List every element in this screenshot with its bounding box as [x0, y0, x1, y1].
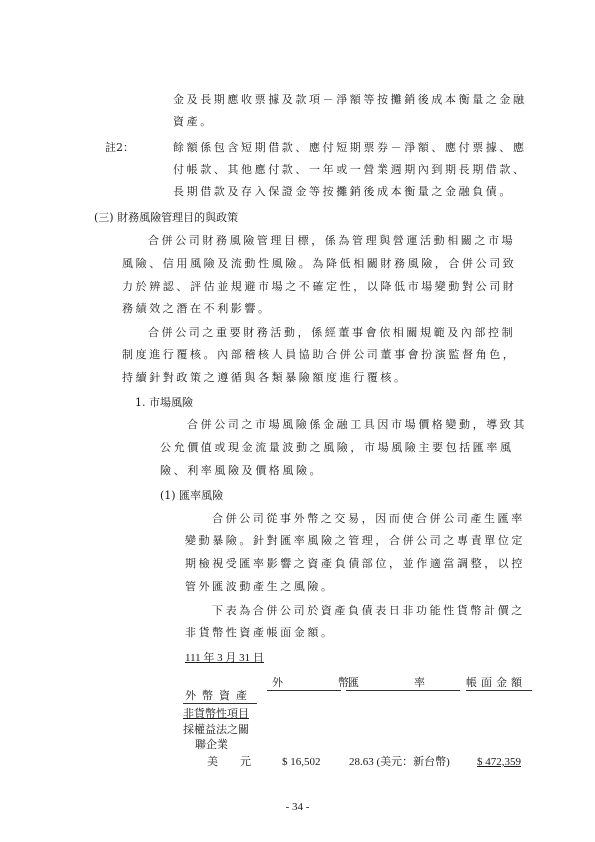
- paragraph-1-line-4: 務績效之潛在不利影響。: [122, 302, 272, 315]
- column-header-foreign-currency: 外 幣: [272, 676, 371, 689]
- paragraph-3-line-3: 險、利率風險及價格風險。: [160, 464, 324, 477]
- paragraph-5-line-1: 下表為合併公司於資產負債表日非功能性貨幣計價之: [212, 604, 525, 617]
- paragraph-2-line-3: 持續針對政策之遵循與各類暴險額度進行覆核。: [122, 371, 408, 384]
- item-equity-method-line-2: 聯企業: [195, 738, 228, 751]
- note2-line-2: 付帳款、其他應付款、一年或一營業週期內到期長期借款、: [173, 163, 527, 176]
- note1-continuation-line-2: 資產。: [173, 115, 214, 128]
- paragraph-5-line-2: 非貨幣性資產帳面金額。: [185, 626, 335, 639]
- column-header-book-value: 帳面金額: [466, 676, 526, 689]
- paragraph-4-line-3: 期檢視受匯率影響之資產負債部位，並作適當調整，以控: [185, 557, 525, 570]
- item-1-title: 1. 市場風險: [135, 396, 193, 409]
- row-header-foreign-assets: 外幣資產: [185, 689, 253, 702]
- page-number: - 34 -: [285, 801, 310, 813]
- note2-label: 註2：: [105, 141, 134, 154]
- paragraph-1-line-1: 合併公司財務風險管理目標，係為管理與營運活動相關之市場: [148, 234, 516, 247]
- column-rule-amount: [466, 690, 532, 691]
- row-header-rule: [183, 703, 257, 704]
- note2-line-1: 餘額係包含短期借款、應付短期票券－淨額、應付票據、應: [173, 141, 527, 154]
- paragraph-3-line-2: 公允價值或現金流量波動之風險，市場風險主要包括匯率風: [160, 441, 514, 454]
- book-value-amount: $ 472,359: [477, 756, 521, 768]
- paragraph-2-line-1: 合併公司之重要財務活動，係經董事會依相關規範及內部控制: [148, 326, 516, 339]
- paragraph-4-line-1: 合併公司從事外幣之交易，因而使合併公司產生匯率: [212, 512, 525, 525]
- paragraph-1-line-2: 風險、信用風險及流動性風險。為降低相關財務風險，合併公司致: [122, 257, 517, 270]
- currency-usd: 美 元: [207, 755, 251, 768]
- note1-continuation-line-1: 金及長期應收票據及款項－淨額等按攤銷後成本衡量之金融: [173, 93, 527, 106]
- exchange-rate-value: 28.63 (美元：新台幣): [349, 756, 450, 768]
- paragraph-3-line-1: 合併公司之市場風險係金融工具因市場價格變動，導致其: [187, 418, 527, 431]
- note2-line-3: 長期借款及存入保證金等按攤銷後成本衡量之金融負債。: [173, 185, 513, 198]
- column-rule-rate: [346, 690, 460, 691]
- paragraph-1-line-3: 力於辨認、評估並規避市場之不確定性，以降低市場變動對公司財: [122, 280, 517, 293]
- column-rule-foreign: [267, 690, 341, 691]
- column-header-exchange-rate: 匯 率: [348, 676, 425, 689]
- category-non-monetary: 非貨幣性項目: [183, 707, 249, 720]
- paragraph-2-line-2: 制度進行覆核。內部稽核人員協助合併公司董事會扮演監督角色，: [122, 348, 517, 361]
- item-equity-method-line-1: 採權益法之關: [183, 723, 249, 736]
- paragraph-4-line-2: 變動暴險。針對匯率風險之管理，合併公司之專責單位定: [185, 534, 525, 547]
- sub-item-1-title: (1) 匯率風險: [160, 489, 224, 502]
- section-title: (三) 財務風險管理目的與政策: [94, 211, 239, 224]
- foreign-amount: $ 16,502: [282, 756, 321, 768]
- paragraph-4-line-4: 管外匯波動產生之風險。: [185, 580, 335, 593]
- table-date: 111 年 3 月 31 日: [185, 652, 264, 664]
